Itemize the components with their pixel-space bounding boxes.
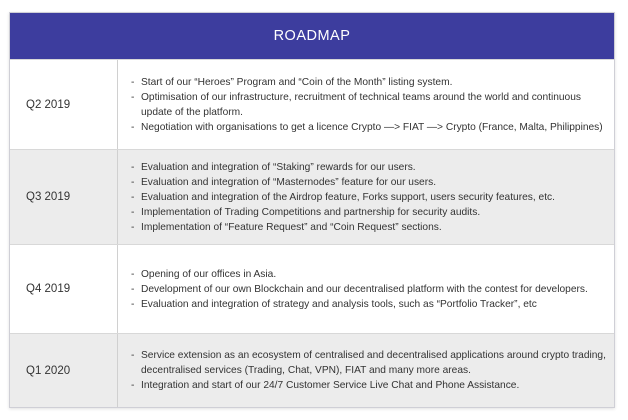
roadmap-row-q4-2019: [10, 244, 614, 333]
milestone-item: [131, 160, 606, 175]
roadmap-header: [10, 13, 614, 59]
milestone-item: [131, 205, 606, 220]
milestone-item: [131, 220, 606, 235]
milestone-list: [118, 60, 614, 149]
quarter-label: Q3 2019: [10, 150, 118, 244]
roadmap-row-q3-2019: [10, 149, 614, 244]
milestone-item: [131, 90, 606, 120]
milestone-text: Implementation of Trading Competitions and partnership for security audits.: [141, 206, 481, 218]
quarter-label: Q4 2019: [10, 245, 118, 333]
quarter-label: Q1 2020: [10, 334, 118, 407]
roadmap-row-q2-2019: [10, 59, 614, 149]
milestone-item: [131, 297, 606, 312]
dash-bullet: -: [131, 206, 135, 218]
milestone-text: Evaluation and integration of “Staking” rewards for our users.: [141, 161, 416, 173]
dash-bullet: -: [131, 176, 135, 188]
milestone-text: Service extension as an ecosystem of centralised and decentralised applications around crypto trading, decentralised services (Trading, Chat, VPN), FIAT and many more areas.: [141, 350, 606, 376]
milestone-text: Evaluation and integration of strategy and analysis tools, such as “Portfolio Tracker”, etc: [141, 298, 537, 310]
milestone-text: Development of our own Blockchain and our decentralised platform with the contest for developers.: [141, 283, 588, 295]
milestone-item: [131, 175, 606, 190]
milestone-text: Optimisation of our infrastructure, recruitment of technical teams around the world and continuous update of the platform.: [141, 91, 581, 118]
roadmap-title: ROADMAP: [273, 28, 351, 44]
dash-bullet: -: [131, 298, 135, 310]
milestone-list: [118, 150, 614, 244]
dash-bullet: -: [131, 161, 135, 173]
dash-bullet: -: [131, 191, 135, 203]
milestone-item: [131, 267, 606, 282]
milestone-item: [131, 348, 606, 378]
milestone-list: [118, 334, 614, 407]
dash-bullet: -: [131, 268, 135, 280]
milestone-item: [131, 120, 606, 135]
dash-bullet: -: [131, 121, 135, 133]
dash-bullet: -: [131, 350, 135, 361]
milestone-text: Start of our “Heroes” Program and “Coin of the Month” listing system.: [141, 76, 453, 88]
milestone-text: Integration and start of our 24/7 Customer Service Live Chat and Phone Assistance.: [141, 380, 520, 391]
roadmap-row-q1-2020: [10, 333, 614, 407]
milestone-text: Evaluation and integration of the Airdrop feature, Forks support, users security features, etc.: [141, 191, 555, 203]
roadmap-table: [9, 12, 615, 408]
dash-bullet: -: [131, 76, 135, 88]
milestone-text: Evaluation and integration of “Masternodes” feature for our users.: [141, 176, 437, 188]
dash-bullet: -: [131, 91, 135, 103]
milestone-item: [131, 282, 606, 297]
quarter-label: Q2 2019: [10, 60, 118, 149]
dash-bullet: -: [131, 380, 135, 391]
milestone-item: [131, 75, 606, 90]
milestone-list: [118, 245, 614, 333]
milestone-text: Implementation of “Feature Request” and “Coin Request” sections.: [141, 221, 442, 233]
dash-bullet: -: [131, 283, 135, 295]
dash-bullet: -: [131, 221, 135, 233]
milestone-item: [131, 190, 606, 205]
milestone-item: [131, 378, 606, 393]
milestone-text: Opening of our offices in Asia.: [141, 268, 277, 280]
milestone-text: Negotiation with organisations to get a licence Crypto —> FIAT —> Crypto (France, Malta, Philippines): [141, 121, 603, 133]
